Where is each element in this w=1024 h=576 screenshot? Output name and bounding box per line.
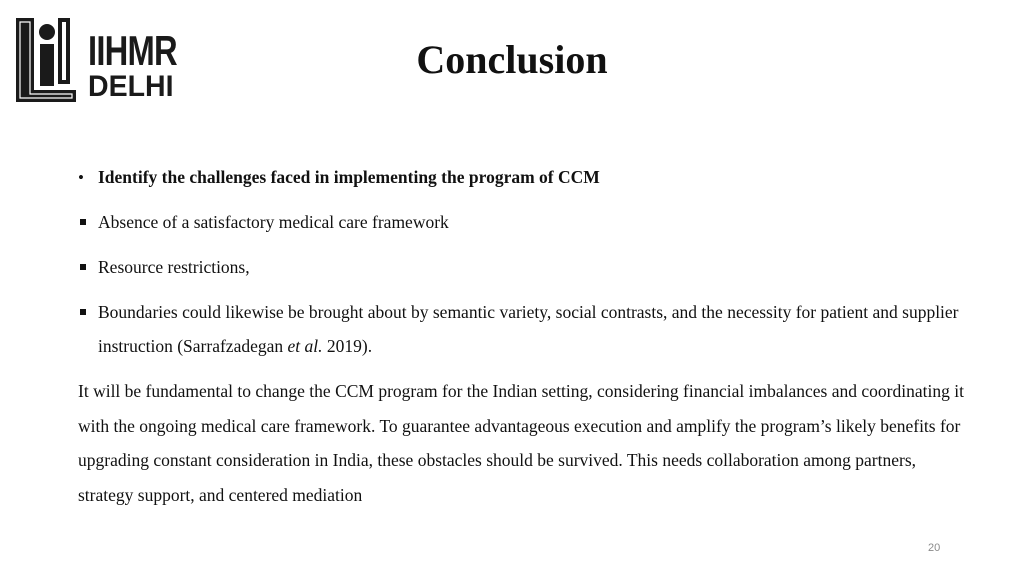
bullet-dot-icon bbox=[78, 160, 92, 195]
bullet-item-3-text-a: Boundaries could likewise be brought about by semantic variety, social contrasts, and the necessity for patient and supplier instruction (Sarrafzadegan bbox=[98, 302, 959, 356]
slide-content bbox=[78, 160, 968, 512]
conclusion-paragraph: It will be fundamental to change the CCM program for the Indian setting, considering financial imbalances and coordinating it with the ongoing medical care framework. To guarantee advantageous execution and amplify the program’s likely benefits for upgrading constant consideration in India, these obstacles should be survived. This needs collaboration among partners, strategy support, and centered mediation bbox=[78, 381, 964, 505]
page-number: 20 bbox=[928, 542, 941, 554]
bullet-item-2-text: Resource restrictions, bbox=[98, 257, 250, 277]
bullet-item-2 bbox=[78, 250, 968, 284]
slide-title-text: Conclusion bbox=[416, 37, 608, 82]
bullet-item-1 bbox=[78, 205, 968, 239]
bullet-item-3 bbox=[78, 295, 968, 363]
bullet-item-3-text-b: 2019). bbox=[322, 336, 373, 356]
logo-text-iihmr: IIHMR bbox=[88, 27, 177, 74]
slide-title bbox=[0, 36, 1024, 84]
bullet-heading-text: Identify the challenges faced in implementing the program of CCM bbox=[98, 167, 600, 187]
bullet-item-3-italic: et al. bbox=[287, 336, 323, 356]
logo-text-delhi: DELHI bbox=[88, 70, 174, 103]
bullet-item-1-text: Absence of a satisfactory medical care framework bbox=[98, 212, 449, 232]
bullet-heading bbox=[78, 160, 968, 194]
